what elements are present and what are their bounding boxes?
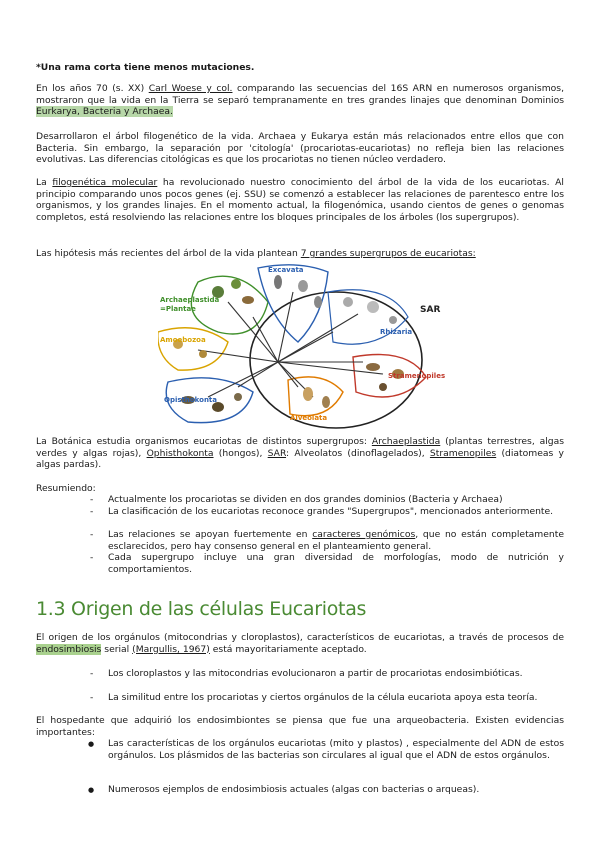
evidence-item-1: Las características de los orgánulos eucariotas (mito y plastos) , especialmente del ADN de estos orgánulos. Los plásmidos de las bacterias son circulares al igual que el ADN de estos orgánulos. [108,738,564,761]
text: El origen de los orgánulos (mitocondrias y cloroplastos), característicos de eucariotas, a través de procesos de [36,632,564,643]
bullet-marker: ● [88,740,95,748]
label-archaeplastida: Archaeplastida [160,296,220,304]
summary-item-4: Cada supergrupo incluye una gran diversidad de morfologías, modo de nutrición y comportamientos. [108,552,564,575]
dash-marker: - [90,692,94,703]
dash-marker: - [90,552,94,563]
text: (plantas terrestres, algas verdes y algas rojas), [36,436,565,459]
text: está mayoritariamente aceptado. [209,643,367,655]
text: ha revolucionado nuestro conocimiento del árbol de la vida de los eucariotas. Al principio comparando unos pocos genes (ej. SSU) se comenzó a establecer las relaciones de parentesco entre los organismos, y los grandes linajes. En el momento actual, la filogenómica, usando cientos de genes o genomas completos, está resolviendo las relaciones entre los bloques principales de los árboles (los supergrupos). [36,177,564,223]
summary-label: Resumiendo: [36,483,96,494]
text: serial [101,643,133,655]
label-excavata: Excavata [268,266,304,274]
summary-item-3 [108,529,564,552]
paragraph-botany [36,436,564,471]
paragraph-supergroups [36,248,564,260]
summary-item-1: Actualmente los procariotas se dividen en dos grandes dominios (Bacteria y Archaea) [108,494,503,505]
eukaryote-tree-figure [158,262,448,430]
highlight-domains: Eurkarya, Bacteria y Archaea. [36,106,173,118]
label-sar: SAR [420,305,441,315]
paragraph-host: El hospedante que adquirió los endosimbiontes se piensa que fue una arqueobacteria. Existen evidencias importantes: [36,715,564,738]
alveolata-outline [288,377,343,416]
paragraph-tree: Desarrollaron el árbol filogenético de la vida. Archaea y Eukarya están más relacionados entre ellos que con Bacteria. Sin embargo, la separación por 'citología' (procariotas-eucariotas) no refleja bien las relaciones evolutivas. Las diferencias citológicas es que los procariotas no tienen núcleo verdadero. [36,131,564,166]
text: , que no están completamente esclarecidos, pero hay consenso general en el planteamiento general. [108,529,564,552]
organelle-point-1: Los cloroplastos y las mitocondrias evolucionaron a partir de procariotas endosimbióticas. [108,668,523,679]
label-rhizaria: Rhizaria [380,328,413,336]
dash-marker: - [90,529,94,540]
intro-note: *Una rama corta tiene menos mutaciones. [36,62,255,73]
evidence-item-2: Numerosos ejemplos de endosimbiosis actuales (algas con bacterias o arqueas). [108,784,480,795]
text: : Alveolatos (dinoflagelados), [286,447,430,459]
section-title: 1.3 Origen de las células Eucariotas [36,598,367,620]
paragraph-phylogenetics [36,177,564,223]
label-amoebozoa: Amoebozoa [160,336,206,344]
link-genomic-characters[interactable]: caracteres genómicos [312,529,416,540]
link-margullis[interactable]: (Margullis, 1967) [132,643,210,655]
archaeplastida-outline [191,276,268,334]
link-stramenopiles[interactable]: Stramenopiles [429,447,497,459]
text: En los años 70 (s. XX) [36,83,149,94]
highlight-endosymbiosis: endosimbiosis [36,643,102,655]
text: (hongos), [213,447,268,459]
label-plantae: =Plantae [160,305,196,313]
paragraph-woese [36,83,564,118]
text: Las hipótesis más recientes del árbol de la vida plantean [36,248,301,259]
paragraph-organelles [36,632,564,655]
dash-marker: - [90,506,94,517]
text: (diatomeas y algas pardas). [36,447,564,471]
link-archaeplastida[interactable]: Archaeplastida [371,436,441,447]
link-supergroups[interactable]: 7 grandes supergrupos de eucariotas: [300,248,476,259]
link-sar[interactable]: SAR [267,447,287,459]
text: Las relaciones se apoyan fuertemente en [108,529,313,540]
organelle-point-2: La similitud entre los procariotas y ciertos orgánulos de la célula eucariota apoya esta teoría. [108,692,538,703]
label-stramenopiles: Stramenopiles [388,372,446,380]
text: comparando las secuencias del 16S ARN en numerosos organismos, mostraron que la vida en la Tierra se separó tempranamente en tres grandes linajes que denominan Dominios [36,83,564,106]
text: La [36,177,53,188]
rhizaria-outline [328,290,408,344]
label-opisthokonta: Opisthokonta [164,396,217,404]
bullet-marker: ● [88,786,95,794]
dash-marker: - [90,494,94,505]
link-carl-woese[interactable]: Carl Woese y col. [148,83,233,94]
summary-item-2: La clasificación de los eucariotas reconoce grandes "Supergrupos", mencionados anteriormente. [108,506,554,517]
link-ophisthokonta[interactable]: Ophisthokonta [146,447,214,459]
text: La Botánica estudia organismos eucariotas de distintos supergrupos: [36,436,372,447]
dash-marker: - [90,668,94,679]
link-molecular-phylogenetics[interactable]: filogenética molecular [52,177,158,188]
amoebozoa-outline [158,328,228,370]
label-alveolata: Alveolata [290,414,328,422]
